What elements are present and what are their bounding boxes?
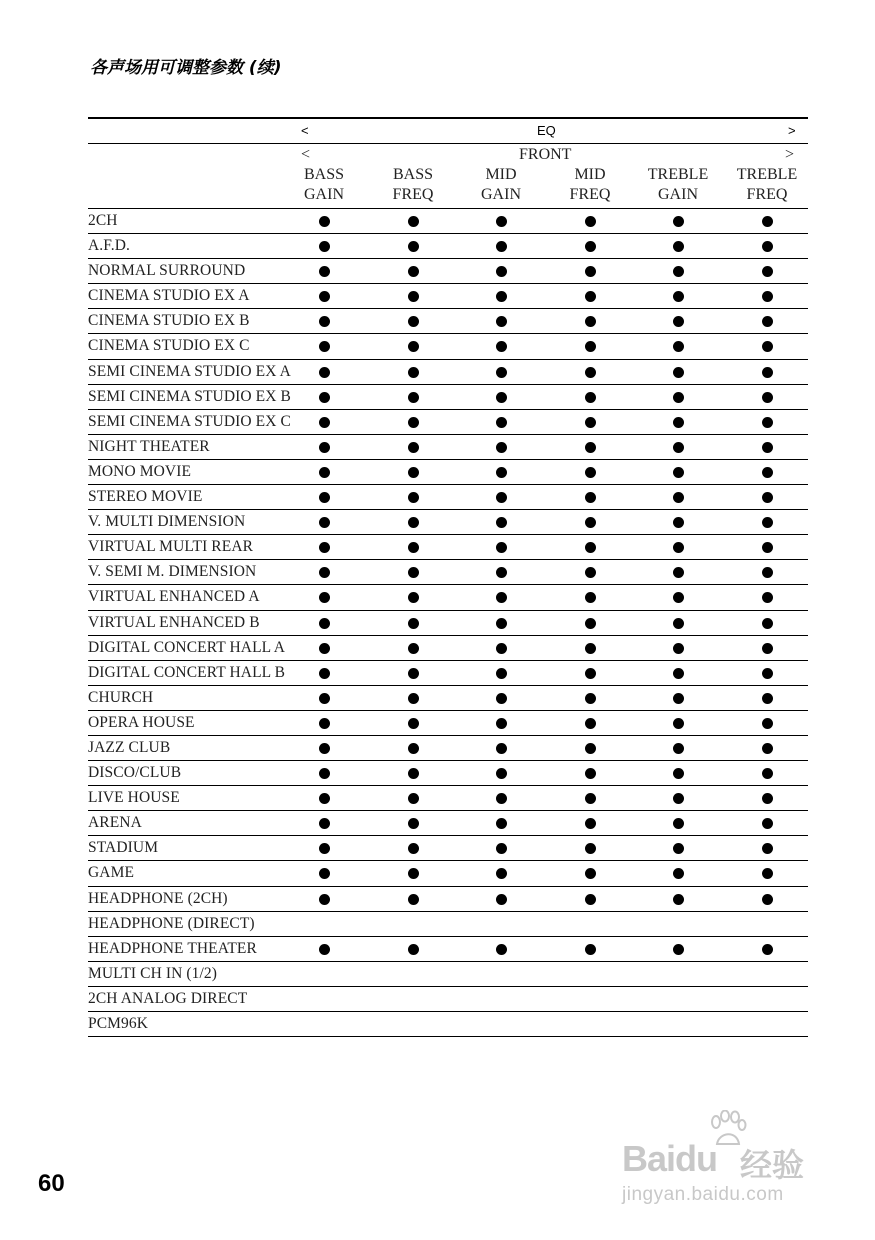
sound-field-name: HEADPHONE (DIRECT) bbox=[88, 914, 255, 932]
adjustable-mark bbox=[408, 266, 419, 277]
adjustable-mark bbox=[673, 492, 684, 503]
adjustable-mark bbox=[673, 894, 684, 905]
adjustable-mark bbox=[585, 517, 596, 528]
adjustable-mark bbox=[762, 768, 773, 779]
column-header-cell bbox=[369, 165, 457, 205]
adjustable-mark bbox=[673, 668, 684, 679]
table-row bbox=[88, 636, 808, 661]
sound-field-name: PCM96K bbox=[88, 1015, 149, 1032]
adjustable-mark bbox=[496, 492, 507, 503]
table-row bbox=[88, 234, 808, 259]
adjustable-mark bbox=[762, 392, 773, 403]
adjustable-mark bbox=[496, 693, 507, 704]
adjustable-mark bbox=[762, 216, 773, 227]
adjustable-mark bbox=[319, 693, 330, 704]
baidu-watermark bbox=[622, 1110, 822, 1210]
column-header-line1: TREBLE bbox=[647, 166, 709, 183]
adjustable-mark bbox=[496, 618, 507, 629]
adjustable-mark bbox=[496, 592, 507, 603]
adjustable-mark bbox=[762, 843, 773, 854]
table-row bbox=[88, 761, 808, 786]
adjustable-mark bbox=[762, 442, 773, 453]
table-row bbox=[88, 385, 808, 410]
adjustable-mark bbox=[496, 567, 507, 578]
column-header-cell bbox=[280, 165, 368, 205]
column-header-line1: MID bbox=[485, 166, 517, 183]
adjustable-mark bbox=[496, 843, 507, 854]
adjustable-mark bbox=[585, 241, 596, 252]
adjustable-mark bbox=[319, 266, 330, 277]
sound-field-name: SEMI CINEMA STUDIO EX C bbox=[88, 412, 291, 430]
sound-field-name: LIVE HOUSE bbox=[88, 789, 180, 807]
adjustable-mark bbox=[496, 517, 507, 528]
adjustable-mark bbox=[496, 392, 507, 403]
adjustable-mark bbox=[762, 894, 773, 905]
adjustable-mark bbox=[762, 668, 773, 679]
adjustable-mark bbox=[673, 567, 684, 578]
adjustable-mark bbox=[673, 743, 684, 754]
sound-field-name: STADIUM bbox=[88, 839, 159, 857]
adjustable-mark bbox=[496, 818, 507, 829]
table-row bbox=[88, 284, 808, 309]
adjustable-mark bbox=[762, 718, 773, 729]
sound-field-name: V. MULTI DIMENSION bbox=[88, 513, 246, 531]
sound-field-name: NIGHT THEATER bbox=[88, 437, 210, 455]
adjustable-mark bbox=[319, 216, 330, 227]
adjustable-mark bbox=[319, 793, 330, 804]
adjustable-mark bbox=[319, 467, 330, 478]
adjustable-mark bbox=[496, 216, 507, 227]
adjustable-mark bbox=[496, 467, 507, 478]
adjustable-mark bbox=[319, 592, 330, 603]
adjustable-mark bbox=[762, 291, 773, 302]
adjustable-mark bbox=[585, 492, 596, 503]
table-row bbox=[88, 560, 808, 585]
adjustable-mark bbox=[673, 868, 684, 879]
watermark-brand: Baidu bbox=[622, 1138, 718, 1179]
adjustable-mark bbox=[585, 643, 596, 654]
adjustable-mark bbox=[319, 492, 330, 503]
adjustable-mark bbox=[585, 392, 596, 403]
adjustable-mark bbox=[408, 668, 419, 679]
adjustable-mark bbox=[319, 291, 330, 302]
table-row bbox=[88, 861, 808, 886]
adjustable-mark bbox=[496, 417, 507, 428]
adjustable-mark bbox=[319, 567, 330, 578]
sound-field-name: DISCO/CLUB bbox=[88, 764, 182, 782]
adjustable-mark bbox=[408, 216, 419, 227]
adjustable-mark bbox=[408, 818, 419, 829]
adjustable-mark bbox=[673, 417, 684, 428]
adjustable-mark bbox=[319, 341, 330, 352]
table-row bbox=[88, 435, 808, 460]
sound-field-name: CINEMA STUDIO EX A bbox=[88, 287, 250, 305]
adjustable-mark bbox=[319, 868, 330, 879]
adjustable-mark bbox=[585, 618, 596, 629]
sound-field-name: GAME bbox=[88, 864, 135, 882]
adjustable-mark bbox=[585, 442, 596, 453]
adjustable-mark bbox=[408, 768, 419, 779]
sound-field-name: NORMAL SURROUND bbox=[88, 262, 246, 280]
column-header-cell bbox=[634, 165, 722, 205]
adjustable-mark bbox=[673, 818, 684, 829]
adjustable-mark bbox=[762, 567, 773, 578]
sound-field-name: VIRTUAL MULTI REAR bbox=[88, 538, 254, 556]
adjustable-mark bbox=[319, 894, 330, 905]
adjustable-mark bbox=[319, 718, 330, 729]
adjustable-mark bbox=[496, 542, 507, 553]
sound-field-name: MONO MOVIE bbox=[88, 462, 192, 480]
page-title: 各声场用可调整参数 (续) bbox=[90, 58, 282, 78]
adjustable-mark bbox=[408, 592, 419, 603]
adjustable-mark bbox=[408, 894, 419, 905]
adjustable-mark bbox=[673, 592, 684, 603]
adjustable-mark bbox=[762, 793, 773, 804]
adjustable-mark bbox=[585, 291, 596, 302]
adjustable-mark bbox=[585, 868, 596, 879]
sound-field-name: CINEMA STUDIO EX C bbox=[88, 337, 250, 355]
sound-field-name: V. SEMI M. DIMENSION bbox=[88, 563, 257, 581]
table-row bbox=[88, 460, 808, 485]
adjustable-mark bbox=[673, 542, 684, 553]
adjustable-mark bbox=[585, 216, 596, 227]
sound-field-name: HEADPHONE (2CH) bbox=[88, 889, 228, 907]
adjustable-mark bbox=[408, 442, 419, 453]
table-row bbox=[88, 209, 808, 234]
eq-right-bracket: > bbox=[788, 123, 796, 138]
table-row bbox=[88, 334, 808, 359]
adjustable-mark bbox=[585, 944, 596, 955]
table-row bbox=[88, 535, 808, 560]
table-row bbox=[88, 711, 808, 736]
parameter-table bbox=[88, 117, 808, 1037]
adjustable-mark bbox=[408, 467, 419, 478]
table-row bbox=[88, 987, 808, 1012]
table-row bbox=[88, 661, 808, 686]
adjustable-mark bbox=[762, 417, 773, 428]
adjustable-mark bbox=[762, 944, 773, 955]
adjustable-mark bbox=[319, 743, 330, 754]
table-row bbox=[88, 887, 808, 912]
table-row bbox=[88, 811, 808, 836]
sound-field-name: 2CH bbox=[88, 212, 118, 229]
table-row bbox=[88, 410, 808, 435]
table-body bbox=[88, 209, 808, 1037]
adjustable-mark bbox=[408, 291, 419, 302]
table-row bbox=[88, 912, 808, 937]
table-row bbox=[88, 259, 808, 284]
column-header-cell bbox=[723, 165, 811, 205]
table-row bbox=[88, 736, 808, 761]
adjustable-mark bbox=[496, 442, 507, 453]
adjustable-mark bbox=[585, 668, 596, 679]
adjustable-mark bbox=[496, 944, 507, 955]
sound-field-name: SEMI CINEMA STUDIO EX B bbox=[88, 387, 291, 405]
adjustable-mark bbox=[408, 316, 419, 327]
adjustable-mark bbox=[496, 894, 507, 905]
adjustable-mark bbox=[585, 266, 596, 277]
adjustable-mark bbox=[762, 868, 773, 879]
adjustable-mark bbox=[319, 517, 330, 528]
adjustable-mark bbox=[585, 367, 596, 378]
adjustable-mark bbox=[408, 643, 419, 654]
adjustable-mark bbox=[762, 467, 773, 478]
sound-field-name: JAZZ CLUB bbox=[88, 738, 171, 756]
front-label: FRONT bbox=[519, 146, 572, 163]
adjustable-mark bbox=[673, 367, 684, 378]
table-row bbox=[88, 836, 808, 861]
column-header-line1: MID bbox=[574, 166, 606, 183]
adjustable-mark bbox=[762, 542, 773, 553]
sound-field-name: VIRTUAL ENHANCED A bbox=[88, 588, 260, 606]
adjustable-mark bbox=[585, 818, 596, 829]
adjustable-mark bbox=[762, 618, 773, 629]
adjustable-mark bbox=[585, 341, 596, 352]
adjustable-mark bbox=[673, 843, 684, 854]
table-row bbox=[88, 786, 808, 811]
front-right-bracket: > bbox=[785, 146, 795, 163]
adjustable-mark bbox=[496, 341, 507, 352]
table-row bbox=[88, 1012, 808, 1037]
adjustable-mark bbox=[762, 517, 773, 528]
adjustable-mark bbox=[408, 843, 419, 854]
column-header bbox=[88, 144, 808, 209]
adjustable-mark bbox=[673, 392, 684, 403]
sound-field-name: ARENA bbox=[88, 814, 142, 832]
column-header-line1: TREBLE bbox=[736, 166, 798, 183]
page-number: 60 bbox=[38, 1170, 65, 1197]
adjustable-mark bbox=[319, 241, 330, 252]
adjustable-mark bbox=[496, 316, 507, 327]
adjustable-mark bbox=[408, 417, 419, 428]
table-row bbox=[88, 611, 808, 636]
adjustable-mark bbox=[585, 542, 596, 553]
eq-label: EQ bbox=[537, 123, 556, 138]
watermark-cn: 经验 bbox=[740, 1147, 805, 1183]
adjustable-mark bbox=[408, 492, 419, 503]
column-header-line1: BASS bbox=[392, 166, 434, 183]
sound-field-name: STEREO MOVIE bbox=[88, 488, 203, 506]
table-row bbox=[88, 962, 808, 987]
adjustable-mark bbox=[762, 743, 773, 754]
adjustable-mark bbox=[673, 768, 684, 779]
adjustable-mark bbox=[762, 818, 773, 829]
adjustable-mark bbox=[585, 768, 596, 779]
adjustable-mark bbox=[762, 492, 773, 503]
adjustable-mark bbox=[408, 367, 419, 378]
adjustable-mark bbox=[319, 818, 330, 829]
watermark-url: jingyan.baidu.com bbox=[622, 1184, 784, 1205]
adjustable-mark bbox=[585, 743, 596, 754]
table-row bbox=[88, 686, 808, 711]
adjustable-mark bbox=[585, 894, 596, 905]
adjustable-mark bbox=[673, 241, 684, 252]
adjustable-mark bbox=[319, 392, 330, 403]
adjustable-mark bbox=[496, 266, 507, 277]
column-header-cell bbox=[546, 165, 634, 205]
eq-left-bracket: < bbox=[301, 123, 309, 138]
adjustable-mark bbox=[673, 618, 684, 629]
adjustable-mark bbox=[408, 618, 419, 629]
adjustable-mark bbox=[673, 467, 684, 478]
adjustable-mark bbox=[673, 718, 684, 729]
adjustable-mark bbox=[408, 392, 419, 403]
adjustable-mark bbox=[762, 643, 773, 654]
adjustable-mark bbox=[319, 768, 330, 779]
adjustable-mark bbox=[319, 668, 330, 679]
adjustable-mark bbox=[585, 843, 596, 854]
table-row bbox=[88, 510, 808, 535]
sound-field-name: MULTI CH IN (1/2) bbox=[88, 964, 217, 982]
table-row bbox=[88, 485, 808, 510]
adjustable-mark bbox=[496, 668, 507, 679]
column-header-line2: GAIN bbox=[304, 186, 344, 203]
adjustable-mark bbox=[585, 793, 596, 804]
adjustable-mark bbox=[585, 567, 596, 578]
adjustable-mark bbox=[319, 643, 330, 654]
adjustable-mark bbox=[408, 517, 419, 528]
adjustable-mark bbox=[496, 793, 507, 804]
adjustable-mark bbox=[496, 643, 507, 654]
adjustable-mark bbox=[319, 618, 330, 629]
adjustable-mark bbox=[319, 442, 330, 453]
adjustable-mark bbox=[319, 944, 330, 955]
adjustable-mark bbox=[319, 417, 330, 428]
adjustable-mark bbox=[496, 241, 507, 252]
adjustable-mark bbox=[496, 768, 507, 779]
adjustable-mark bbox=[319, 316, 330, 327]
adjustable-mark bbox=[673, 793, 684, 804]
sound-field-name: DIGITAL CONCERT HALL B bbox=[88, 663, 286, 681]
adjustable-mark bbox=[496, 718, 507, 729]
adjustable-mark bbox=[762, 341, 773, 352]
adjustable-mark bbox=[673, 442, 684, 453]
sound-field-name: CINEMA STUDIO EX B bbox=[88, 312, 250, 330]
table-row bbox=[88, 309, 808, 334]
adjustable-mark bbox=[585, 693, 596, 704]
adjustable-mark bbox=[762, 241, 773, 252]
adjustable-mark bbox=[408, 743, 419, 754]
sound-field-name: HEADPHONE THEATER bbox=[88, 939, 257, 957]
column-header-line2: FREQ bbox=[392, 186, 434, 203]
adjustable-mark bbox=[496, 291, 507, 302]
column-header-cell bbox=[457, 165, 545, 205]
adjustable-mark bbox=[496, 367, 507, 378]
eq-group-header bbox=[88, 117, 808, 144]
adjustable-mark bbox=[673, 944, 684, 955]
sound-field-name: A.F.D. bbox=[88, 237, 130, 255]
sound-field-name: OPERA HOUSE bbox=[88, 713, 195, 731]
adjustable-mark bbox=[673, 341, 684, 352]
adjustable-mark bbox=[408, 793, 419, 804]
adjustable-mark bbox=[408, 341, 419, 352]
adjustable-mark bbox=[673, 266, 684, 277]
adjustable-mark bbox=[762, 266, 773, 277]
column-header-line1: BASS bbox=[303, 166, 345, 183]
column-header-line2: FREQ bbox=[569, 186, 611, 203]
adjustable-mark bbox=[762, 592, 773, 603]
adjustable-mark bbox=[585, 718, 596, 729]
adjustable-mark bbox=[408, 944, 419, 955]
adjustable-mark bbox=[762, 693, 773, 704]
column-header-line2: FREQ bbox=[746, 186, 788, 203]
adjustable-mark bbox=[673, 643, 684, 654]
front-left-bracket: < bbox=[301, 146, 311, 163]
adjustable-mark bbox=[585, 316, 596, 327]
adjustable-mark bbox=[585, 592, 596, 603]
sound-field-name: DIGITAL CONCERT HALL A bbox=[88, 638, 286, 656]
table-row bbox=[88, 585, 808, 610]
adjustable-mark bbox=[673, 517, 684, 528]
sound-field-name: VIRTUAL ENHANCED B bbox=[88, 613, 260, 631]
adjustable-mark bbox=[762, 367, 773, 378]
adjustable-mark bbox=[319, 542, 330, 553]
adjustable-mark bbox=[585, 417, 596, 428]
column-header-line2: GAIN bbox=[658, 186, 698, 203]
adjustable-mark bbox=[496, 743, 507, 754]
adjustable-mark bbox=[408, 542, 419, 553]
adjustable-mark bbox=[673, 693, 684, 704]
adjustable-mark bbox=[496, 868, 507, 879]
sound-field-name: SEMI CINEMA STUDIO EX A bbox=[88, 362, 291, 380]
table-row bbox=[88, 937, 808, 962]
adjustable-mark bbox=[408, 718, 419, 729]
adjustable-mark bbox=[673, 316, 684, 327]
table-row bbox=[88, 360, 808, 385]
adjustable-mark bbox=[673, 216, 684, 227]
adjustable-mark bbox=[408, 868, 419, 879]
column-header-line2: GAIN bbox=[481, 186, 521, 203]
adjustable-mark bbox=[673, 291, 684, 302]
adjustable-mark bbox=[585, 467, 596, 478]
adjustable-mark bbox=[319, 367, 330, 378]
sound-field-name: CHURCH bbox=[88, 688, 154, 706]
adjustable-mark bbox=[319, 843, 330, 854]
adjustable-mark bbox=[762, 316, 773, 327]
adjustable-mark bbox=[408, 241, 419, 252]
sound-field-name: 2CH ANALOG DIRECT bbox=[88, 989, 248, 1007]
adjustable-mark bbox=[408, 567, 419, 578]
adjustable-mark bbox=[408, 693, 419, 704]
